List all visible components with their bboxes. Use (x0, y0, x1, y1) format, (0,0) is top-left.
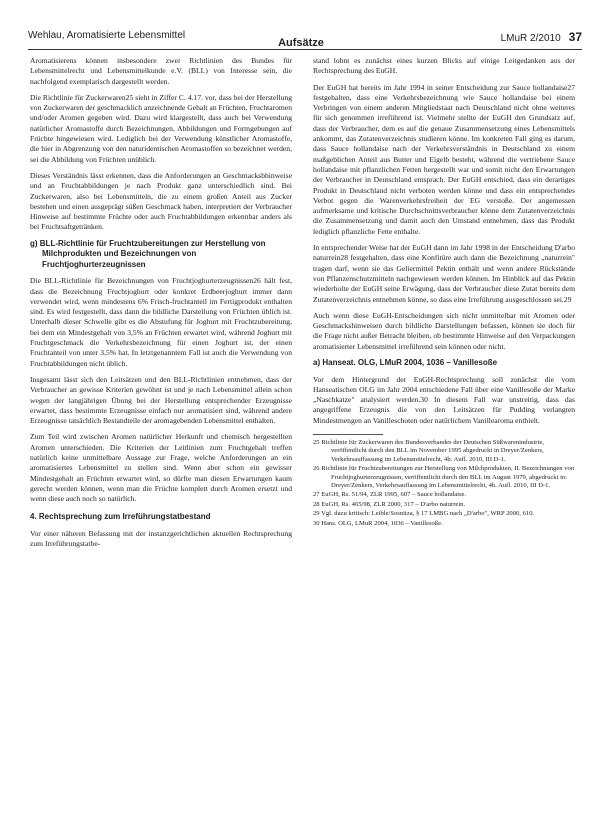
header-rule (28, 49, 582, 50)
subheading: g) BLL-Richtlinie für Fruchtzubereitungen zur Herstellung von Milchprodukten und Bezeichnungen von Fruchtjoghurterzeugnissen (30, 238, 266, 269)
journal-issue: LMuR 2/2010 (500, 33, 561, 44)
paragraph: Dieses Verständnis lässt erkennen, dass die Anforderungen an Geschmacksbhinweise und an Fruchtabbildungen je nach Produkt ganz unterschiedlich sind. Bei Zuckerwaren, also bei Lebensmitteln, die zu einem großen Anteil aus Zucker bestehen und einen ausgeprägt süßen Geschmack haben, interpretiert der Verbraucher Hinweise auf bestimmte Früchte oder auch Fruchtabbildungen erkennbar anders als bei Fruchtsaftgetränken. (30, 170, 292, 232)
section-heading: 4. Rechtsprechung zum Irreführungstatbestand (30, 512, 211, 522)
running-header-journal (501, 30, 582, 44)
page-number: 37 (568, 30, 582, 44)
footnote: 26 Richtlinie für Fruchtzubereitungen zur Herstellung von Milchprodukten, II. Bezeichnungen von Fruchtjoghurterzeugnissen, veröffentlicht durch den BLL im August 1979, abgedruckt in: Dreyer/Zenkers, Verkehrsauffassung im Lebensmittelrecht, 4b. Aufl. 2010, III D-1. (313, 465, 575, 490)
running-header-author-title: Wehlau, Aromatisierte Lebensmittel (28, 30, 186, 41)
paragraph: Der EuGH hat bereits im Jahr 1994 in seiner Entscheidung zur Sauce hollandaise27 festgehalten, dass eine Verkehrsbezeichnung wie Sauce hollandaise bei einem Verbringen von einem anderen Mitgliedstaat nach Deutschland nicht ohne weiteres für sich genommen irreführend ist. Vielmehr stellte der EuGH den Grundsatz auf, dass der Verbraucher, dem es auf die genaue Zusammensetzung eines Lebensmittels ankommt, das Zutatenverzeichnis studieren könne. Im konkreten Fall ging es darum, dass Sauce hollandaise nach der Verkehrsverständnis in Deutschland zu einem maßgeblichen Anteil aus Butter und Eigelb besteht, während die vertriebene Sauce hollandaise mit pflanzlichen Fetten hergestellt war und somit nicht den Erwartungen der Verbraucher in Deutschland entsprach. Der EuGH entschied, dass ein derartiges Produkt in Deutschland nicht verboten werden könne und dass ein entsprechendes Verbot gegen die Warenverkehrsfreiheit der EG verstoße. Der angemessen aufmerksame und kritische Durchschnittsverbraucher könne dem Zutatenverzeichnis die Zusammensetzung und damit auch den Umstand entnehmen, dass das Produkt lediglich pflanzliche Fette enthalte. (313, 82, 575, 236)
paragraph: Vor einer näheren Befassung mit der instanzgerichtlichen aktuellen Rechtsprechung zum Irreführungstatbe- (30, 528, 292, 549)
subheading: a) Hanseat. OLG, LMuR 2004, 1036 – Vanillesoße (313, 358, 498, 368)
paragraph: Die Richtlinie für Zuckerwaren25 sieht in Ziffer C. 4.17. vor, dass bei der Herstellung von Zuckerwaren der geschmacklich anzeichnende Gehalt an Früchten, Fruchtaromen und/oder Aromen gegeben wird. Dazu wird klargestellt, dass auch bei Verwendung natürlicher Aromastoffe durch Bezeichnungen, Abbildungen und Formgebungen auf Früchte hingewiesen wird. Lediglich bei der Verwendung künstlicher Aromastoffe, die hier in Abgrenzung von den naturidentischen Aromastoffen so bezeichnet werden, sei die Abbildung von Früchten unüblich. (30, 92, 292, 164)
footnote: 28 EuGH, Rs. 465/98, ZLR 2000, 317 – D'arbo naturrein. (313, 500, 466, 508)
paragraph: Insgesamt lässt sich den Leitsätzen und den BLL-Richtlinien entnehmen, dass der Verbraucher an gewisse Kriterien gewöhnt ist und je nach Lebensmittel allein schon wegen der langjährigen Übung bei der Herstellung entsprechender Erzeugnisse erwartet, dass bestimmte Erzeugnisse einfach nur aromatisiert sind, während andere Erzeugnisse tatsächlich Bestandteile der aromagebenden Lebensmittel enthalten. (30, 374, 292, 426)
footnote: 29 Vgl. dazu kritisch: Leible/Sosnitza, § 17 LMBG nach „D'arbo", WRP 2000, 610. (313, 510, 535, 518)
paragraph: In entsprechender Weise hat der EuGH dann im Jahr 1998 in der Entscheidung D'arbo naturrein28 festgehalten, dass eine Konfitüre auch dann die Bezeichnung „naturrein" tragen darf, wenn sie das Geliermittel Pektin enthält und wenn andere Rückstände von Pflanzenschutzmitteln nachgewiesen werden können. Im Hinblick auf das Pektin wiederholte der EuGH seine Erwägung, dass der Verbraucher diese Zutat bereits dem Zutatenverzeichnis entnehmen könne, so dass eine Irreführung ausgeschlossen sei.29 (313, 243, 575, 304)
footnote: 25 Richtlinie für Zuckerwaren des Bundesverbandes der Deutschen Süßwarenindustrie, veröffentlicht durch den BLL im November 1995 abgedruckt in Dreyer/Zenkers, Verkehrsauffassung im Lebensmittelrecht, 4b. Aufl. 2010, III D-1. (313, 439, 544, 463)
left-column (30, 56, 292, 826)
footnote-rule (313, 434, 383, 435)
paragraph: Vor dem Hintergrund der EuGH-Rechtsprechung soll zunächst die vom Hanseatischen OLG im Jahr 2004 entschiedene Fall über eine Vanillesoße der Marke „Naschkatze" analysiert werden.30 In diesem Fall war unstreitig, dass das angegriffene Erzeugnis die von den Leitsätzen für Pudding verlangten Mindestmengen an Vanilleschoten oder natürlichem Vanillearoma enthielt. (313, 374, 575, 425)
paragraph: Zum Teil wird zwischen Aromen natürlicher Herkunft und chemisch hergestellten Aromen unterschieden. Die Kriterien der Leitlinien zum Fruchtgehalt treffen natürlich keine unmittelbare Aussage zur Frage, welche Anforderungen an ein aromatisiertes Lebensmittel zu stellen sind. Wenn aber schon ein gewisser Mindestgehalt an Früchten erwartet wird, so dürfte man diesen Erwartungen kaum gerecht werden können, wenn man die Früchte komplett durch Aromen ersetzt und wenn diese auch noch so natürlich. (30, 432, 292, 504)
paragraph: stand lohnt es zunächst eines kurzen Blicks auf einige Leitgedanken aus der Rechtsprechung des EuGH. (313, 56, 575, 76)
right-column (313, 56, 575, 826)
footnote: 27 EuGH, Rs. 51/94, ZLR 1995, 607 – Sauce hollandaise. (313, 491, 467, 499)
paragraph: Aromatisierens können insbesondere zwei Richtlinien des Bundes für Lebensmittelrecht und Lebensmittelkunde e.V. (BLL) von Interesse sein, die nachfolgend exemplarisch dargestellt werden. (30, 56, 292, 86)
footnote: 30 Hans. OLG, LMuR 2004, 1036 – Vanillesoße. (313, 519, 443, 527)
paragraph: Auch wenn diese EuGH-Entscheidungen sich nicht unmittelbar mit Aromen oder Geschmackshinweisen durch bildliche Darstellungen befassen, können sie doch für die Frage nicht außer Betracht bleiben, ob bestimmte Hinweise auf den Verpackungen aromatisierter Lebensmittel irreführend sein können oder nicht. (313, 310, 575, 351)
section-label: Aufsätze (238, 37, 364, 49)
paragraph: Die BLL-Richtlinie für Bezeichnungen von Fruchtjoghurterzeugnissen26 hält fest, dass die Bezeichnung Fruchtjoghurt oder konkret Erdbeerjoghurt immer dann verwendet wird, wenn mindestens 6% Frisch-fruchtanteil im Fertigprodukt enthalten sind. Es wird festgestellt, dass dann die bildliche Darstellung von Früchten üblich ist. Unterhalb dieser Schwelle gibt es die Abstufung für Joghurt mit Fruchtzubereitung, bei dem ein Mindestgehalt von 3,5% an Früchten erwartet wird, während Joghurt mit Fruchtgeschmack die Verkehrsbezeichnung für einen Joghurt ist, der einen Fruchtanteil von unter 3,5% hat. In letztgenanntem Fall ist auch die Verwendung von Fruchtabbildungen nicht üblich. (30, 276, 292, 368)
